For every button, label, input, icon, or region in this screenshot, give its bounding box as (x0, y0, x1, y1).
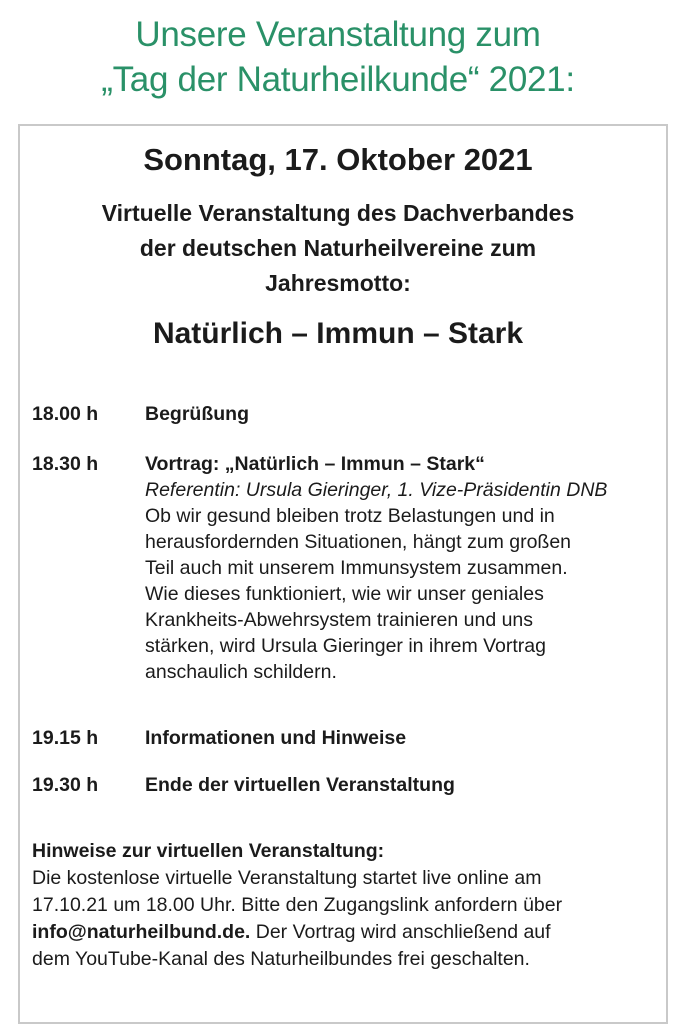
schedule-time: 18.30 h (32, 453, 99, 475)
headline-line-2: „Tag der Naturheilkunde“ 2021: (101, 60, 575, 99)
schedule-time: 19.15 h (32, 727, 99, 749)
schedule-text-line: Krankheits-Abwehrsystem trainieren und uns (145, 609, 534, 631)
event-description-line: der deutschen Naturheilvereine zum (139, 235, 537, 261)
schedule-content (145, 772, 650, 798)
schedule-text-line: herausfordernden Situationen, hängt zum großen (145, 531, 572, 553)
event-date: Sonntag, 17. Oktober 2021 (143, 142, 533, 177)
schedule-text-line: anschaulich schildern. (145, 661, 337, 683)
schedule-speaker: Referentin: Ursula Gieringer, 1. Vize-Präsidentin DNB (145, 479, 608, 501)
notes-line (32, 919, 652, 946)
event-description-line: Jahresmotto: (265, 270, 411, 296)
schedule-time: 18.00 h (32, 403, 99, 425)
event-description-line: Virtuelle Veranstaltung des Dachverbandes (101, 200, 575, 226)
event-description (40, 196, 636, 301)
notes-line: Die kostenlose virtuelle Veranstaltung startet live online am (32, 867, 542, 889)
schedule-title: Ende der virtuellen Veranstaltung (145, 774, 455, 796)
schedule-title: Informationen und Hinweise (145, 727, 407, 749)
schedule-text-line: Ob wir gesund bleiben trotz Belastungen und in (145, 505, 555, 527)
event-motto: Natürlich – Immun – Stark (152, 317, 524, 350)
schedule-content (145, 401, 650, 427)
email-link[interactable]: info@naturheilbund.de. (32, 921, 251, 943)
schedule-content (145, 451, 650, 685)
headline-line-1: Unsere Veranstaltung zum (135, 15, 541, 54)
notes-heading: Hinweise zur virtuellen Veranstaltung: (32, 840, 385, 862)
notes-line: 17.10.21 um 18.00 Uhr. Bitte den Zugangslink anfordern über (32, 894, 563, 916)
schedule-title: Vortrag: „Natürlich – Immun – Stark“ (145, 453, 485, 475)
schedule-text-line: Teil auch mit unserem Immunsystem zusammen. (145, 557, 568, 579)
notes-section (32, 838, 652, 973)
schedule-time: 19.30 h (32, 774, 99, 796)
schedule-text-line: Wie dieses funktioniert, wie wir unser geniales (145, 583, 544, 605)
schedule-text-line: stärken, wird Ursula Gieringer in ihrem Vortrag (145, 635, 546, 657)
notes-line-text: Der Vortrag wird anschließend auf (250, 921, 551, 943)
schedule-content (145, 725, 650, 751)
notes-line: dem YouTube-Kanal des Naturheilbundes frei geschalten. (32, 948, 530, 970)
headline (0, 12, 676, 102)
schedule-title: Begrüßung (145, 403, 249, 425)
